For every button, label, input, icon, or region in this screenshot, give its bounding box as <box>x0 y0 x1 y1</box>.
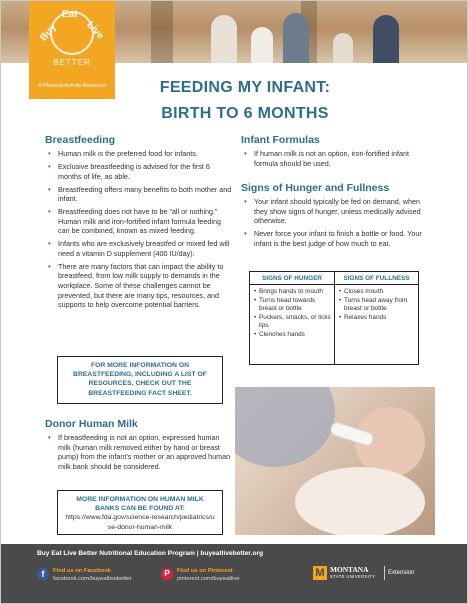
hunger-column <box>250 272 334 364</box>
list-item: • Exclusive breastfeeding is advised for the first 6 months of life, as able. <box>45 162 233 181</box>
signs-list <box>241 197 425 252</box>
child-shape <box>251 27 273 63</box>
signs-table <box>249 271 419 365</box>
breastfeeding-list <box>45 149 233 313</box>
list-item: • Brings hands to mouth <box>254 288 331 297</box>
donor-milk-list <box>45 433 233 475</box>
footer-program-line: Buy Eat Live Better Nutritional Education Program | buyeatlivebetter.org <box>37 550 264 557</box>
logo-word-better: BETTER <box>53 58 91 67</box>
milk-bank-info-title: MORE INFORMATION ON HUMAN MILK BANKS CAN BE FOUND AT: <box>76 496 204 513</box>
pinterest-link[interactable]: pinterest.com/buyeatlive <box>177 576 240 582</box>
milk-bank-url: https://www.fda.gov/science-research/pediatrics/use-donor-human-milk <box>65 514 215 531</box>
infant-formulas-list <box>241 149 425 172</box>
page-title-line1: FEEDING MY INFANT: <box>159 79 331 96</box>
list-item: • Closes mouth <box>339 288 415 297</box>
pinterest-label: Find us on Pinterest <box>177 568 233 574</box>
list-item: • Your infant should typically be fed on demand, when they show signs of hunger, unless medically advised otherwise. <box>241 197 425 226</box>
facebook-link[interactable]: facebook.com/buyeatlivebetter <box>53 576 132 582</box>
list-item: • Infants who are exclusively breastfed or mixed fed will need a vitamin D supplement (400 IU/day). <box>45 239 233 258</box>
list-item: • Breastfeeding does not have to be “all or nothing.” Human milk and iron-fortified infant formula feeding can be combined, known as mixed feeding. <box>45 207 233 236</box>
msu-logo-icon: M <box>313 566 327 580</box>
breastfeeding-info-box <box>57 356 223 404</box>
buy-eat-live-better-logo <box>29 1 115 99</box>
list-item: • Never force your infant to finish a bottle or food. Your infant is the best judge of how much to eat. <box>241 229 425 248</box>
msu-name: MONTANA <box>330 565 369 574</box>
fullness-signs-list <box>335 285 418 322</box>
facebook-label: Find us on Facebook <box>53 568 111 574</box>
list-item: • If breastfeeding is not an option, expressed human milk (human milk removed either by hand or breast pump) from the infant’s mother or an approved human milk bank should be considered. <box>45 433 233 471</box>
list-item: • Turns head towards breast or bottle <box>254 297 331 314</box>
hunger-column-header: SIGNS OF HUNGER <box>250 272 334 285</box>
adult-arm-shape <box>235 387 335 467</box>
fullness-column-header: SIGNS OF FULLNESS <box>335 272 418 285</box>
hunger-signs-list <box>250 285 334 340</box>
person-shape <box>373 15 399 63</box>
blanket-shape <box>295 467 425 535</box>
logo-word-buy: Buy <box>38 21 59 44</box>
facebook-icon[interactable]: f <box>37 568 49 580</box>
msu-separator <box>384 566 385 580</box>
list-item: • There are many factors that can impact the ability to breastfeed, from low milk supply to demands in the workplace. Some of these challenges cannot be prevented, but there are many tips, resources, and supports to help overcome potential barriers. <box>45 262 233 310</box>
list-item: • Breastfeeding offers many benefits to both mother and infant. <box>45 185 233 204</box>
page-title-line2: BIRTH TO 6 MONTHS <box>161 105 329 122</box>
msu-subtitle: STATE UNIVERSITY <box>330 574 376 579</box>
fullness-column <box>335 272 418 364</box>
list-item: • Human milk is the preferred food for infants. <box>45 149 233 159</box>
infant-formulas-heading: Infant Formulas <box>241 134 320 146</box>
logo-word-eat: Eat <box>62 9 78 20</box>
page-title <box>121 75 369 127</box>
list-item: • Puckers, smacks, or licks lips <box>254 314 331 331</box>
list-item: • If human milk is not an option, iron-fortified infant formula should be used. <box>241 149 425 168</box>
tree-shape <box>151 1 173 63</box>
list-item: • Clenches hands <box>254 331 331 340</box>
donor-milk-heading: Donor Human Milk <box>45 418 138 430</box>
child-shape <box>333 33 353 63</box>
signs-heading: Signs of Hunger and Fullness <box>241 182 390 194</box>
footer <box>1 544 468 604</box>
msu-extension-label: Extension <box>388 570 415 576</box>
breastfeeding-info-text: FOR MORE INFORMATION ON BREASTFEEDING, INCLUDING A LIST OF RESOURCES, CHECK OUT THE BREASTFEEDING FACT SHEET. <box>73 362 207 397</box>
infant-bottle-feeding-photo <box>235 387 435 535</box>
milk-bank-info-box <box>57 490 223 535</box>
list-item: • Relaxes hands <box>339 314 415 323</box>
person-shape <box>283 13 309 63</box>
logo-tagline: A Physical Activity Resource <box>38 83 106 89</box>
pinterest-icon[interactable]: P <box>161 568 173 580</box>
list-item: • Turns head away from breast or bottle <box>339 297 415 314</box>
logo-word-live: Live <box>84 19 106 42</box>
breastfeeding-heading: Breastfeeding <box>45 134 116 146</box>
person-shape <box>211 15 237 63</box>
